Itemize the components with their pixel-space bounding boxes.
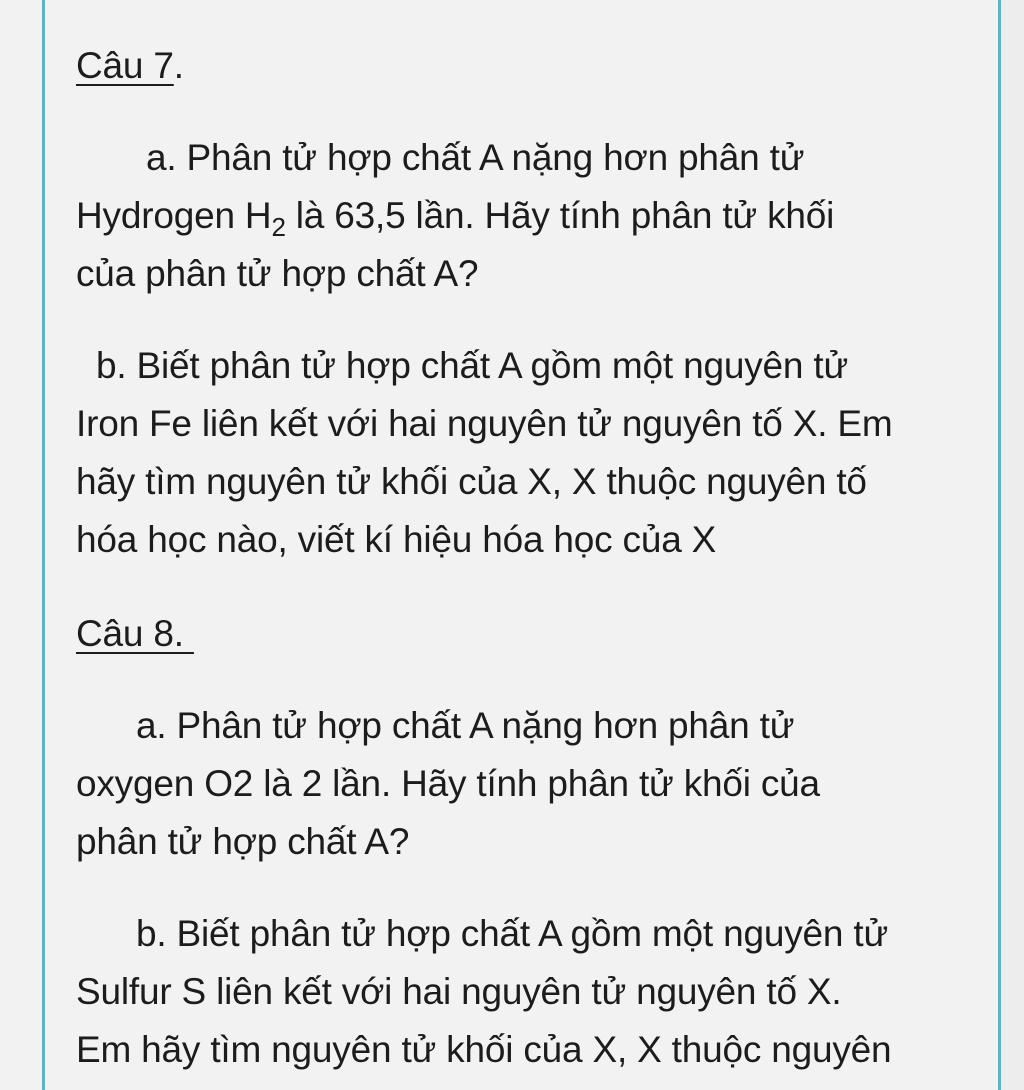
content-border-left [42,0,45,1090]
question-7a-line-3: của phân tử hợp chất A? [76,253,479,294]
question-7b-line-2: Iron Fe liên kết với hai nguyên tử nguyên tố X. Em [76,403,893,444]
outside-margin [1001,0,1024,1090]
question-7-heading-text: Câu 7 [76,45,174,86]
question-7a-line-2 [76,194,835,242]
question-8b-line-1: b. Biết phân tử hợp chất A gồm một nguyên tử [136,913,889,954]
question-8-heading-text: Câu 8. [76,613,194,654]
question-8b-line-2: Sulfur S liên kết với hai nguyên tử nguyên tố X. [76,971,842,1012]
question-7a-line-1: a. Phân tử hợp chất A nặng hơn phân tử [146,137,805,178]
question-7-heading-suffix: . [173,45,184,86]
question-7a-line-2-post: là 63,5 lần. Hãy tính phân tử khối [285,195,835,236]
question-8-heading [76,612,194,656]
question-8b-line-3: Em hãy tìm nguyên tử khối của X, X thuộc nguyên [76,1029,892,1070]
question-7-heading [76,44,184,88]
question-8a-line-1: a. Phân tử hợp chất A nặng hơn phân tử [136,705,795,746]
question-7b-line-4: hóa học nào, viết kí hiệu hóa học của X [76,519,717,560]
question-7b-line-1: b. Biết phân tử hợp chất A gồm một nguyên tử [96,345,849,386]
question-8a-line-2: oxygen O2 là 2 lần. Hãy tính phân tử khối của [76,763,820,804]
question-7a-line-2-pre: Hydrogen H [76,195,272,236]
question-8a-line-3: phân tử hợp chất A? [76,821,410,862]
subscript-2: 2 [271,212,286,242]
question-7b-line-3: hãy tìm nguyên tử khối của X, X thuộc nguyên tố [76,461,867,502]
